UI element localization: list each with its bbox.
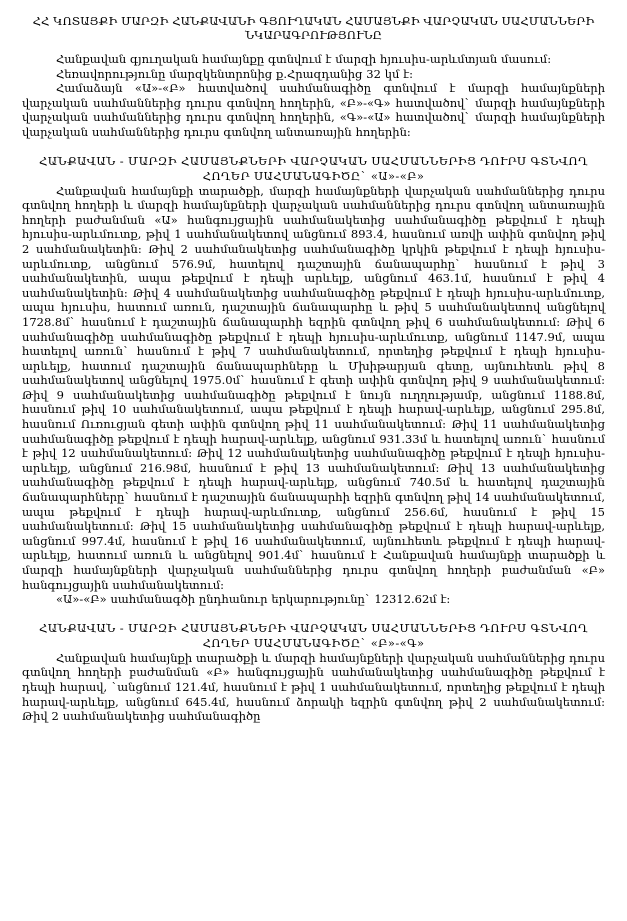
section-1-total-length: «Ա»-«Բ» սահմանագծի ընդհանուր երկարությունը` 12312.62մ է:: [56, 592, 451, 607]
section-1-heading-line-1: ՀԱՆՔԱՎԱՆ - ՄԱՐԶԻ ՀԱՄԱՅՆՔՆԵՐԻ ՎԱՐՉԱԿԱՆ ՍԱՀՄԱՆՆԵՐԻՑ ԴՈՒՐՍ ԳՏՆՎՈՂ: [39, 153, 588, 168]
intro-paragraph-1: Հանքավան գյուղական համայնքը գտնվում է մարզի հյուսիս-արևմտյան մասում:: [56, 52, 552, 66]
intro-paragraph-3: Համաձայն «Ա»-«Բ» հատվածով սահմանագիծը գտնվում է մարզի համայնքների վարչական սահմաններից դուրս գտնվող հողերին, «Բ»-«Գ» հատվածով` մարզի համայնքների վարչական սահմաններից դուրս գտնվող հողերին, «Գ»-«Ա» հատվածով` մարզի համայնքների վարչական սահմաններից դուրս գտնվող անտառային հողերին:: [22, 81, 605, 139]
intro-block: [22, 52, 605, 140]
section-1-heading: [22, 154, 605, 184]
section-2-heading-line-1: ՀԱՆՔԱՎԱՆ - ՄԱՐԶԻ ՀԱՄԱՅՆՔՆԵՐԻ ՎԱՐՉԱԿԱՆ ՍԱՀՄԱՆՆԵՐԻՑ ԴՈՒՐՍ ԳՏՆՎՈՂ: [39, 620, 588, 635]
section-1-body: Հանքավան համայնքի տարածքի, մարզի համայնքների վարչական սահմաններից դուրս գտնվող հողերի և մարզի համայնքների վարչական սահմաններից դուրս գտնվող անտառային հողերի բաժանման «Ա» հանգույցային սահմանակետից սահմանագիծը թեքվում է դեպի հյուսիս-արևմուտք, թիվ 1 սահմանակետով անցնում 893.4, հասնում առվի ափին գտնվող թիվ 2 սահմանակետին: Թիվ 2 սահմանակետից սահմանագիծը կրկին թեքվում է դեպի հյուսիս-արևմուտք, անցնում 576.9մ, հատելով դաշտային ճանապարհը` հասնում է թիվ 3 սահմանակետին, ապա թեքվում է դեպի արևելք, անցնում 463.1մ, հասնում է թիվ 4 սահմանակետին: Թիվ 4 սահմանակետից սահմանագիծը թեքվում է դեպի հյուսիս-արևմուտք, ապա հյուսիս, հատում առուն, դաշտային ճանապարհը և թիվ 5 սահմանակետով անցնելով 1728.8մ` հասնում է դաշտային ճանապարհի եզրին գտնվող թիվ 6 սահմանակետում: Թիվ 6 սահմանագիծը սահմանագիծը թեքվում է դեպի հյուսիս-արևմուտք, անցնում 1147.9մ, ապա հատելով առուն` հասնում է թիվ 7 սահմանակետում, որտեղից թեքվում է դեպի հյուսիս-արևելք, հատում դաշտային ճանապարհները և Մխիթարյան գետը, այնուհետև թիվ 8 սահմանակետով անցնելով 1975.0մ` հասնում է գետի ափին գտնվող թիվ 9 սահմանակետում: Թիվ 9 սահմանակետից սահմանագիծը թեքվում է նույն ուղղությամբ, անցնում 1188.8մ, հասնում թիվ 10 սահմանակետում, ապա թեքվում է դեպի հարավ-արևելք, անցնում 295.8մ, հասնում Ուռուցյան գետի ափին գտնվող թիվ 11 սահմանակետում: Թիվ 11 սահմանակետից սահմանագիծը թեքվում է դեպի հարավ-արևելք, անցնում 931.33մ և հատելով առուն` հասնում է թիվ 12 սահմանակետում: Թիվ 12 սահմանակետից սահմանագիծը թեքվում է դեպի հյուսիս-արևելք, անցնում 216.98մ, հասնում է թիվ 13 սահմանակետում: Թիվ 13 սահմանակետից սահմանագիծը թեքվում է դեպի հարավ-արևելք, անցնում 740.5մ և հատելով դաշտային ճանապարհները` հասնում է դաշտային ճանապարհի եզրին գտնվող թիվ 14 սահմանակետում, ապա թեքվում է դեպի հարավ-արևմուտք, անցնում 256.6մ, հասնում է թիվ 15 սահմանակետում: Թիվ 15 սահմանակետից սահմանագիծը թեքվում է դեպի հարավ-արևելք, անցնում 997.4մ, հասնում է թիվ 16 սահմանակետում, այնուհետև թեքվում է դեպի հարավ-արևելք, հատում առուն և անցնելով 901.4մ` հասնում է Հանքավան համայնքի տարածքի և մարզի համայնքների վարչական սահմաններից դուրս գտնվող հողերի բաժանման «Բ» հանգույցային սահմանակետում:: [22, 183, 605, 592]
intro-paragraph-2: Հեռավորությունը մարզկենտրոնից ք.Հրազդանից 32 կմ է:: [56, 66, 413, 81]
document-title-line-2: ՆԿԱՐԱԳՐՈՒԹՅՈՒՆԸ: [244, 28, 383, 42]
document-title: [22, 14, 605, 42]
section-2-heading-line-2: ՀՈՂԵՐ ՍԱՀՄԱՆԱԳԻԾԸ` «Բ»-«Գ»: [202, 635, 425, 650]
section-1-heading-line-2: ՀՈՂԵՐ ՍԱՀՄԱՆԱԳԻԾԸ` «Ա»-«Բ»: [202, 168, 425, 183]
document-title-line-1: ՀՀ ԿՈՏԱՅՔԻ ՄԱՐԶԻ ՀԱՆՔԱՎԱՆԻ ԳՅՈՒՂԱԿԱՆ ՀԱՄԱՅՆՔԻ ՎԱՐՉԱԿԱՆ ՍԱՀՄԱՆՆԵՐԻ: [32, 14, 595, 28]
section-2-body: Հանքավան համայնքի տարածքի և մարզի համայնքների վարչական սահմաններից դուրս գտնվող հողերի բաժանման «Բ» հանգույցային սահմանակետից սահմանագիծը թեքվում է դեպի հարավ, `անցնում 121.4մ, հասնում է թիվ 1 սահմանակետում, որտեղից թեքվում է դեպի հարավ-արևելք, անցնում 645.4մ, հասնում ձորակի եզրին գտնվող թիվ 2 սահմանակետում: Թիվ 2 սահմանակետից սահմանագիծը: [22, 650, 605, 724]
section-2-heading: [22, 621, 605, 651]
